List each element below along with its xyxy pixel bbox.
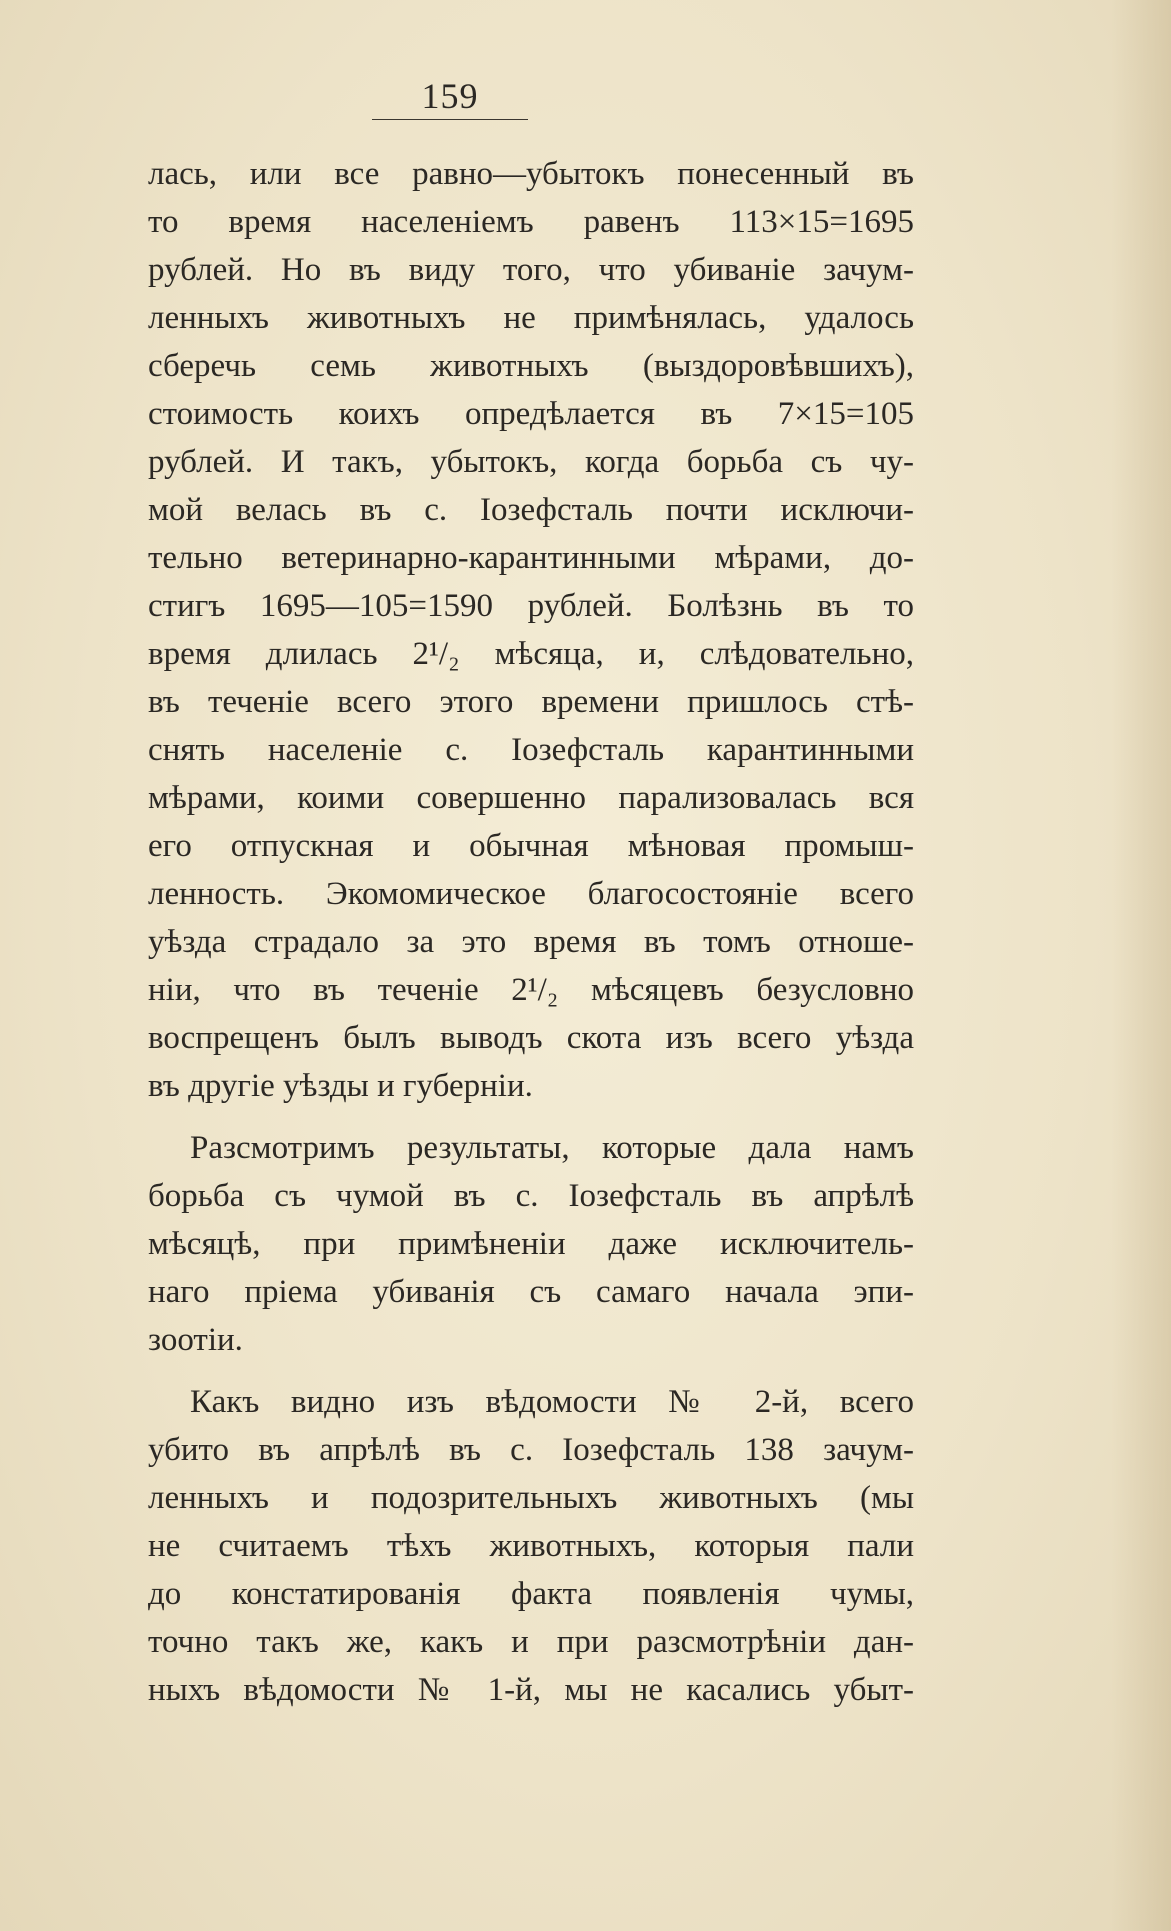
text-line: убито въ апрѣлѣ въ с. Іозефсталь 138 зачум- [148,1432,914,1468]
text-line: Разсмотримъ результаты, которые дала намъ [190,1130,914,1166]
text-line: ленныхъ животныхъ не примѣнялась, удалось [148,300,914,336]
text-line: уѣзда страдало за это время въ томъ отноше- [148,924,914,960]
text-line: стигъ 1695—105=1590 рублей. Болѣзнь въ то [148,588,914,624]
text-line: ныхъ вѣдомости № 1-й, мы не касались убыт- [148,1672,914,1708]
text-line: тельно ветеринарно-карантинными мѣрами, до- [148,540,914,576]
text-line: ленность. Экомомическое благосостояніе всего [148,876,914,912]
text-line: ніи, что въ теченіе 2¹/₂ мѣсяцевъ безусловно [148,972,914,1008]
text-line: воспрещенъ былъ выводъ скота изъ всего уѣзда [148,1020,914,1056]
text-line: снять населеніе с. Іозефсталь карантинными [148,732,914,768]
body-text [148,150,914,1714]
text-line: въ теченіе всего этого времени пришлось стѣ- [148,684,914,720]
text-line: ленныхъ и подозрительныхъ животныхъ (мы [148,1480,914,1516]
text-line: рублей. Но въ виду того, что убиваніе зачум- [148,252,914,288]
text-line: время длилась 2¹/₂ мѣсяца, и, слѣдовательно, [148,636,914,672]
text-line: мѣсяцѣ, при примѣненіи даже исключитель- [148,1226,914,1262]
text-line: до констатированія факта появленія чумы, [148,1576,914,1612]
text-line: Какъ видно изъ вѣдомости № 2-й, всего [190,1384,914,1420]
text-line: его отпускная и обычная мѣновая промыш- [148,828,914,864]
page-number: 159 [421,76,479,116]
text-line: наго пріема убиванія съ самаго начала эпи- [148,1274,914,1310]
text-line: въ другіе уѣзды и губерніи. [148,1068,533,1104]
text-line: мой велась въ с. Іозефсталь почти исключи- [148,492,914,528]
header-rule [372,119,528,120]
text-line: борьба съ чумой въ с. Іозефсталь въ апрѣлѣ [148,1178,914,1214]
text-line: стоимость коихъ опредѣлается въ 7×15=105 [148,396,914,432]
paragraph-gap [148,1364,914,1378]
text-line: не считаемъ тѣхъ животныхъ, которыя пали [148,1528,914,1564]
paragraph-gap [148,1110,914,1124]
text-line: сберечь семь животныхъ (выздоровѣвшихъ), [148,348,914,384]
page-edge-shadow [1111,0,1171,1931]
text-line: зоотіи. [148,1322,243,1358]
text-line: мѣрами, коими совершенно парализовалась вся [148,780,914,816]
text-line: лась, или все равно—убытокъ понесенный въ [148,156,914,192]
text-line: то время населеніемъ равенъ 113×15=1695 [148,204,914,240]
text-line: рублей. И такъ, убытокъ, когда борьба съ чу- [148,444,914,480]
text-line: точно такъ же, какъ и при разсмотрѣніи дан- [148,1624,914,1660]
